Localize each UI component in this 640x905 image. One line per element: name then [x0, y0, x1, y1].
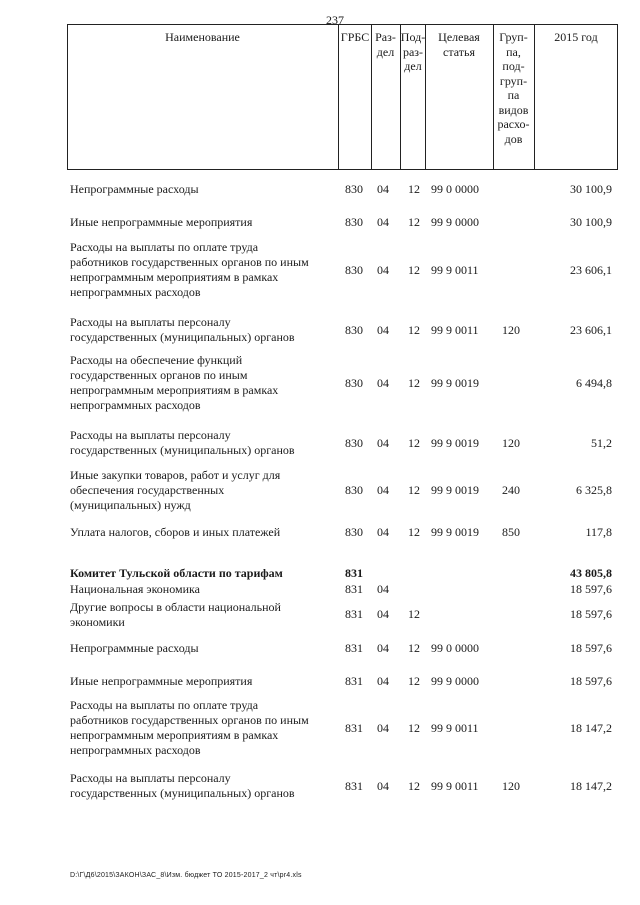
row-grbs: 831 — [345, 721, 363, 735]
row-name-line: Расходы на выплаты персоналу — [70, 428, 231, 442]
row-celevaya-statya: 99 9 0011 — [431, 721, 479, 735]
row-podrazdel: 12 — [408, 376, 420, 390]
row-podrazdel: 12 — [408, 641, 420, 655]
row-name — [70, 215, 330, 230]
row-name-line: непрограммных расходов — [70, 398, 201, 412]
row-grbs: 831 — [345, 566, 363, 580]
row-name — [70, 525, 330, 540]
row-grbs: 831 — [345, 607, 363, 621]
row-name-line: Расходы на выплаты по оплате труда — [70, 240, 259, 254]
row-razdel: 04 — [377, 436, 389, 450]
row-celevaya-statya: 99 9 0011 — [431, 779, 479, 793]
row-name — [70, 674, 330, 689]
row-sum-2015: 6 325,8 — [576, 483, 612, 497]
row-razdel: 04 — [377, 721, 389, 735]
row-name-line: работников государственных органов по иным — [70, 713, 309, 727]
row-name-line: Комитет Тульской области по тарифам — [70, 566, 283, 580]
row-grbs: 830 — [345, 436, 363, 450]
row-vid-rashodov: 120 — [502, 779, 520, 793]
header-name: Наименование — [165, 30, 240, 44]
row-name — [70, 353, 330, 413]
table-header — [67, 24, 618, 170]
row-name-line: экономики — [70, 615, 125, 629]
row-razdel: 04 — [377, 215, 389, 229]
row-sum-2015: 18 597,6 — [570, 674, 612, 688]
row-name-line: обеспечения государственных — [70, 483, 225, 497]
row-grbs: 831 — [345, 674, 363, 688]
header-vid-rashodov — [493, 30, 534, 146]
header-line: Раз- — [375, 30, 396, 44]
row-celevaya-statya: 99 9 0019 — [431, 525, 479, 539]
row-name — [70, 240, 330, 300]
header-line: статья — [443, 44, 475, 59]
row-razdel: 04 — [377, 582, 389, 596]
header-celevaya-statya — [425, 30, 493, 59]
row-grbs: 830 — [345, 182, 363, 196]
row-name — [70, 771, 330, 801]
row-sum-2015: 18 597,6 — [570, 607, 612, 621]
row-celevaya-statya: 99 9 0000 — [431, 215, 479, 229]
row-razdel: 04 — [377, 607, 389, 621]
row-sum-2015: 117,8 — [585, 525, 612, 539]
row-grbs: 831 — [345, 641, 363, 655]
row-grbs: 830 — [345, 263, 363, 277]
row-name-line: Национальная экономика — [70, 582, 200, 596]
row-name-line: работников государственных органов по иным — [70, 255, 309, 269]
row-celevaya-statya: 99 9 0011 — [431, 323, 479, 337]
row-name — [70, 582, 330, 597]
header-razdel — [371, 30, 400, 59]
row-name-line: непрограммных расходов — [70, 743, 201, 757]
header-line: Целевая — [438, 30, 480, 44]
row-name-line: непрограммным мероприятиям в рамках — [70, 728, 279, 742]
row-vid-rashodov: 850 — [502, 525, 520, 539]
header-line: раз- — [402, 44, 424, 59]
row-grbs: 831 — [345, 779, 363, 793]
row-name-line: Расходы на выплаты по оплате труда — [70, 698, 259, 712]
row-podrazdel: 12 — [408, 483, 420, 497]
row-razdel: 04 — [377, 674, 389, 688]
row-sum-2015: 18 147,2 — [570, 721, 612, 735]
row-name-line: государственных органов по иным — [70, 368, 248, 382]
row-razdel: 04 — [377, 263, 389, 277]
row-sum-2015: 30 100,9 — [570, 215, 612, 229]
header-grbs: ГРБС — [340, 30, 370, 44]
row-podrazdel: 12 — [408, 263, 420, 277]
row-grbs: 830 — [345, 376, 363, 390]
row-celevaya-statya: 99 9 0019 — [431, 436, 479, 450]
row-name-line: государственных (муниципальных) органов — [70, 443, 295, 457]
row-razdel: 04 — [377, 779, 389, 793]
row-razdel: 04 — [377, 641, 389, 655]
row-name-line: Расходы на выплаты персоналу — [70, 771, 231, 785]
row-name — [70, 428, 330, 458]
row-razdel: 04 — [377, 483, 389, 497]
row-podrazdel: 12 — [408, 607, 420, 621]
row-razdel: 04 — [377, 525, 389, 539]
row-name-line: Иные непрограммные мероприятия — [70, 674, 253, 688]
row-name-line: (муниципальных) нужд — [70, 498, 191, 512]
row-grbs: 830 — [345, 483, 363, 497]
header-line: па, — [506, 44, 521, 59]
page-number: 237 — [326, 13, 344, 27]
row-sum-2015: 18 597,6 — [570, 582, 612, 596]
row-podrazdel: 12 — [408, 215, 420, 229]
row-sum-2015: 23 606,1 — [570, 323, 612, 337]
row-celevaya-statya: 99 9 0000 — [431, 674, 479, 688]
header-line: расхо- — [497, 117, 530, 131]
row-sum-2015: 18 597,6 — [570, 641, 612, 655]
row-sum-2015: 43 805,8 — [570, 566, 612, 580]
row-sum-2015: 51,2 — [591, 436, 612, 450]
row-name-line: Иные закупки товаров, работ и услуг для — [70, 468, 281, 482]
row-sum-2015: 30 100,9 — [570, 182, 612, 196]
row-podrazdel: 12 — [408, 674, 420, 688]
row-name-line: государственных (муниципальных) органов — [70, 786, 295, 800]
row-podrazdel: 12 — [408, 323, 420, 337]
row-name-line: Другие вопросы в области национальной — [70, 600, 281, 614]
row-podrazdel: 12 — [408, 779, 420, 793]
file-path-footer: D:\Г\Д6\2015\ЗАКОН\ЗАС_8\Изм. бюджет ТО 2015-2017_2 чт\pr4.xls — [70, 872, 302, 879]
row-celevaya-statya: 99 9 0019 — [431, 376, 479, 390]
row-name — [70, 182, 330, 197]
header-divider — [534, 24, 535, 170]
row-name-line: Уплата налогов, сборов и иных платежей — [70, 525, 281, 539]
row-name — [70, 566, 330, 581]
row-name-line: непрограммным мероприятиям в рамках — [70, 270, 279, 284]
row-celevaya-statya: 99 0 0000 — [431, 641, 479, 655]
row-name — [70, 641, 330, 656]
header-line: дел — [376, 44, 395, 59]
row-name — [70, 698, 330, 758]
row-celevaya-statya: 99 0 0000 — [431, 182, 479, 196]
header-podrazdel — [400, 30, 426, 74]
row-name — [70, 600, 330, 630]
row-podrazdel: 12 — [408, 525, 420, 539]
header-line: груп- — [499, 73, 528, 88]
row-celevaya-statya: 99 9 0011 — [431, 263, 479, 277]
row-podrazdel: 12 — [408, 436, 420, 450]
row-razdel: 04 — [377, 376, 389, 390]
row-name — [70, 315, 330, 345]
row-podrazdel: 12 — [408, 182, 420, 196]
header-line: Под- — [400, 30, 426, 44]
row-celevaya-statya: 99 9 0019 — [431, 483, 479, 497]
row-razdel: 04 — [377, 182, 389, 196]
row-sum-2015: 6 494,8 — [576, 376, 612, 390]
header-divider — [338, 24, 339, 170]
row-podrazdel: 12 — [408, 721, 420, 735]
row-vid-rashodov: 240 — [502, 483, 520, 497]
row-grbs: 830 — [345, 215, 363, 229]
row-sum-2015: 18 147,2 — [570, 779, 612, 793]
row-name-line: Иные непрограммные мероприятия — [70, 215, 253, 229]
header-line: па — [507, 88, 520, 102]
row-vid-rashodov: 120 — [502, 436, 520, 450]
header-line: Груп- — [499, 30, 528, 44]
row-name — [70, 468, 330, 513]
row-name-line: Непрограммные расходы — [70, 182, 199, 196]
row-sum-2015: 23 606,1 — [570, 263, 612, 277]
row-name-line: государственных (муниципальных) органов — [70, 330, 295, 344]
row-grbs: 830 — [345, 525, 363, 539]
row-grbs: 830 — [345, 323, 363, 337]
row-name-line: Непрограммные расходы — [70, 641, 199, 655]
header-line: видов — [498, 102, 529, 117]
row-name-line: непрограммных расходов — [70, 285, 201, 299]
row-name-line: непрограммным мероприятиям в рамках — [70, 383, 279, 397]
header-line: дел — [404, 59, 422, 73]
header-line: под- — [502, 59, 525, 73]
row-name-line: Расходы на выплаты персоналу — [70, 315, 231, 329]
row-name-line: Расходы на обеспечение функций — [70, 353, 243, 367]
row-grbs: 831 — [345, 582, 363, 596]
header-2015: 2015 год — [554, 30, 598, 44]
row-razdel: 04 — [377, 323, 389, 337]
header-line: дов — [504, 131, 523, 146]
row-vid-rashodov: 120 — [502, 323, 520, 337]
